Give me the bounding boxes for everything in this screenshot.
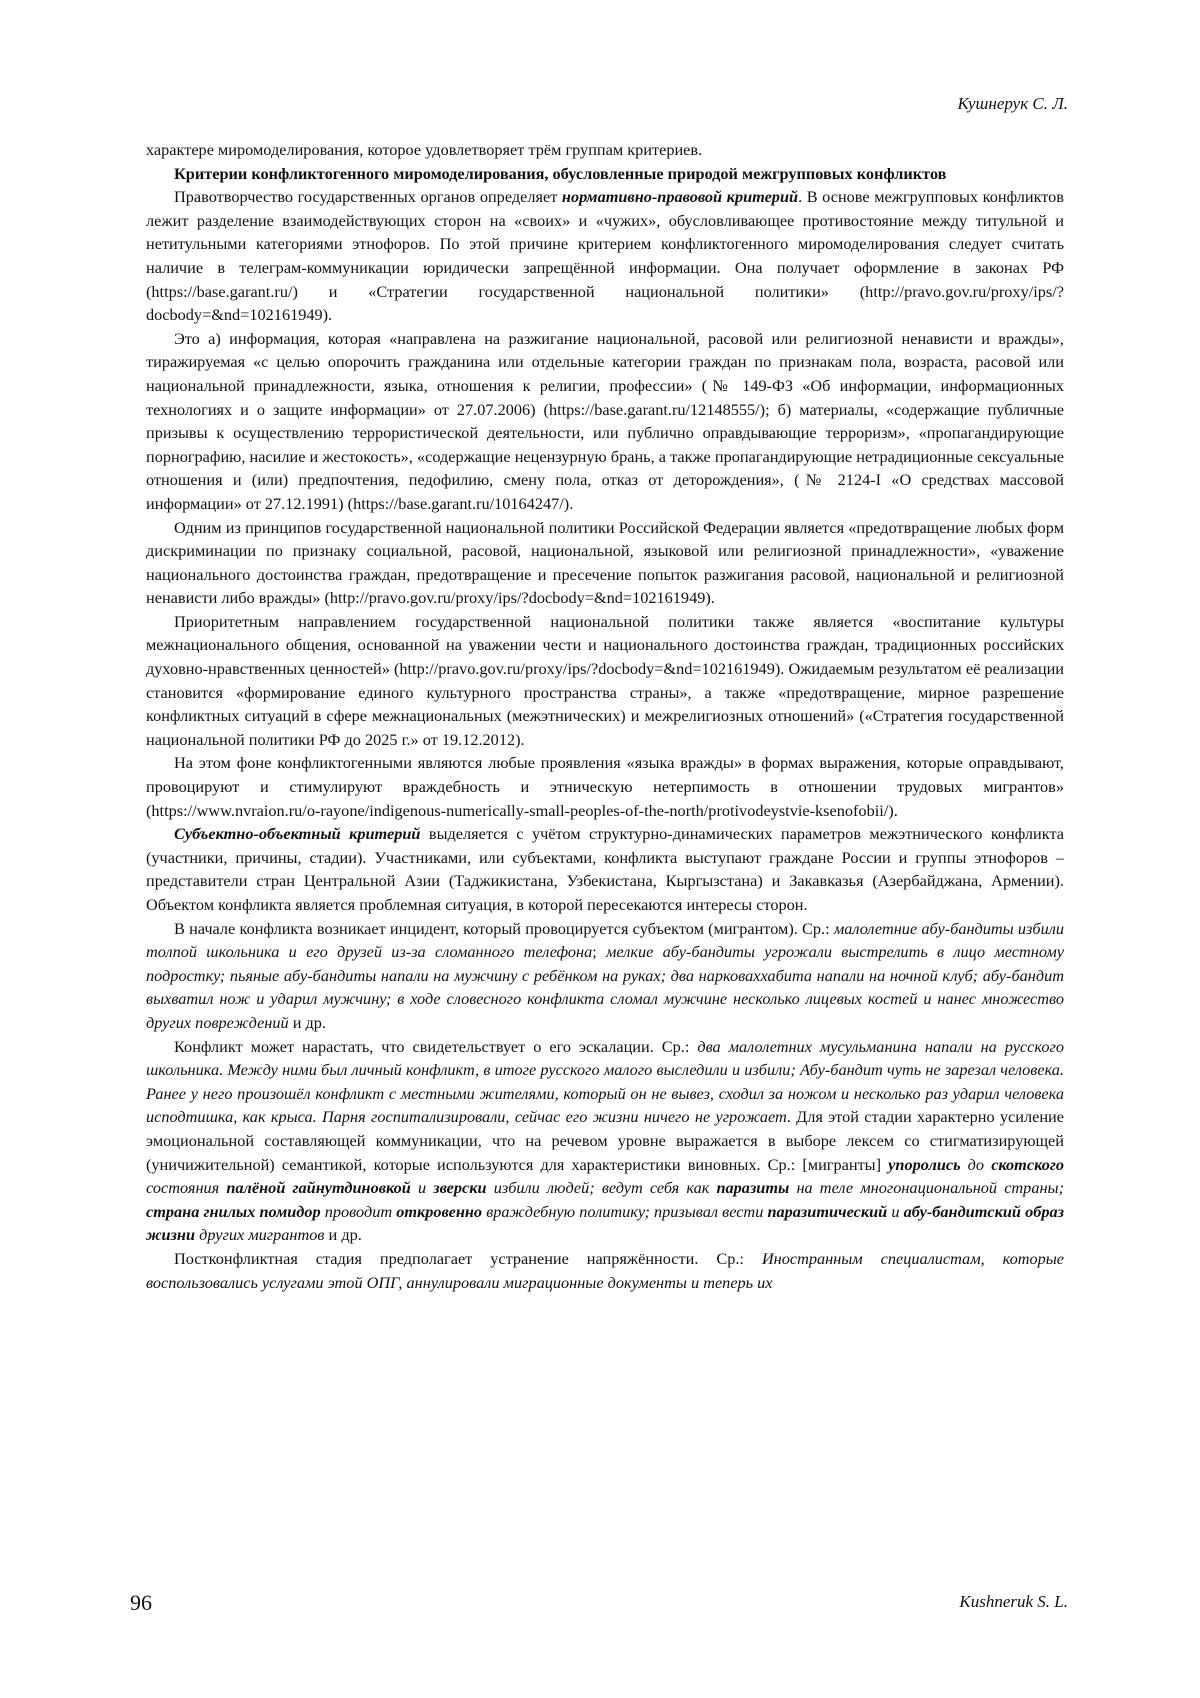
- lexeme-emphasis: откровенно: [396, 1201, 483, 1221]
- text-run: В начале конфликта возникает инцидент, который провоцируется субъектом (мигрантом). Ср.:: [174, 918, 834, 938]
- lexeme-emphasis: паразиты: [716, 1178, 790, 1198]
- example-italic: избили людей; ведут себя как: [486, 1178, 717, 1198]
- example-italic: проводит: [320, 1201, 397, 1221]
- running-head: Кушнерук С. Л.: [957, 94, 1068, 113]
- paragraph: характере миромоделирования, которое удовлетворяет трём группам критериев.: [146, 140, 703, 159]
- example-italic: и: [887, 1201, 904, 1221]
- lexeme-emphasis: паразитический: [767, 1201, 888, 1221]
- paragraph: Одним из принципов государственной национальной политики Российской Федерации является «предотвращение любых форм дискриминации по признаку социальной, расовой, национальной, языковой или религиозной принадлежности», «уважение национального достоинства граждан, предотвращение и пресечение попыток разжигания расовой, национальной и религиозной ненависти либо вражды» (http://pravo.gov.ru/proxy/ips/?docbody=&nd=102161949).: [146, 517, 1064, 608]
- example-italic: Иностранным специалистам, которые воспользовались услугами этой ОПГ, аннулировали миграционные документы и теперь их: [146, 1248, 1065, 1292]
- paragraph: [146, 1035, 1064, 1247]
- example-italic: враждебную политику; призывал вести: [482, 1201, 768, 1221]
- example-italic: состояния: [146, 1178, 227, 1198]
- example-italic: малолетние абу-бандиты избили толпой школьника и его друзей из-за сломанного телефона: [146, 918, 1064, 962]
- example-italic: до: [960, 1154, 992, 1174]
- paragraph: [146, 185, 1064, 327]
- lexeme-emphasis: зверски: [433, 1178, 487, 1198]
- paragraph: [146, 822, 1064, 916]
- text-run: . В основе межгрупповых конфликтов лежит разделение взаимодействующих сторон на «своих» и «чужих», обусловливающее противостояние между титульной и нетитульными категориями этнофоров. По этой причине критерием конфликтогенного миромоделирования следует считать наличие в телеграм-коммуникации юридически запрещённой информации. Она получает оформление в законах РФ (https://base.garant.ru/) и «Стратегии государственной национальной политики» (http://pravo.gov.ru/proxy/ips/?docbody=&nd=102161949).: [146, 187, 1064, 325]
- article-body: [146, 138, 1064, 1294]
- paragraph: [146, 917, 1064, 1035]
- text-run: Правотворчество государственных органов определяет: [174, 187, 562, 207]
- lexeme-emphasis: абу-бандитский образ жизни: [146, 1201, 1065, 1245]
- paragraph: Это а) информация, которая «направлена на разжигание национальной, расовой или религиозной ненависти и вражды», тиражируемая «с целью опорочить гражданина или отдельные категории граждан по признакам пола, возраста, расовой или национальной принадлежности, языка, отношения к религии, профессии» (№ 149-ФЗ «Об информации, информационных технологиях и о защите информации» от 27.07.2006) (https://base.garant.ru/12148555/); б) материалы, «содержащие публичные призывы к осуществлению террористической деятельности, или публично оправдывающие терроризм», «пропагандирующие порнографию, насилие и жестокость», «содержащие нецензурную брань, а также пропагандирующие нетрадиционные сексуальные отношения и (или) предпочтения, педофилию, смену пола, отказ от деторождения», (№ 2124-I «О средствах массовой информации» от 27.12.1991) (https://base.garant.ru/10164247/).: [146, 328, 1064, 513]
- footer-author: Kushneruk S. L.: [959, 1592, 1068, 1611]
- lexeme-emphasis: палёной гайнутдиновкой: [226, 1178, 411, 1198]
- example-italic: и: [410, 1178, 434, 1198]
- text-run: и др.: [288, 1012, 327, 1032]
- example-italic: других мигрантов: [195, 1225, 325, 1245]
- text-run: . Для этой стадии характерно усиление эмоциональной составляющей коммуникации, что на речевом уровне выражается в выборе лексем со стигматизирующей (уничижительной) семантикой, которые используются для характеристики виновных. Ср.: [мигранты]: [146, 1107, 1064, 1174]
- paragraph: [146, 1247, 1064, 1294]
- section-heading: Критерии конфликтогенного миромоделирования, обусловленные природой межгрупповых конфликтов: [174, 163, 947, 183]
- lexeme-emphasis: упоролись: [888, 1154, 961, 1174]
- paragraph: Приоритетным направлением государственной национальной политики также является «воспитание культуры межнационального общения, основанной на уважении чести и национального достоинства граждан, традиционных российских духовно-нравственных ценностей» (http://pravo.gov.ru/proxy/ips/?docbody=&nd=102161949). Ожидаемым результатом её реализации становится «формирование единого культурного пространства страны», а также «предотвращение, мирное разрешение конфликтных ситуаций в сфере межнациональных (межэтнических) и межрелигиозных отношений» («Стратегия государственной национальной политики РФ до 2025 г.» от 19.12.2012).: [146, 611, 1064, 749]
- term-emphasis: Субъектно-объектный критерий: [174, 824, 421, 844]
- example-italic: мелкие абу-бандиты угрожали выстрелить в лицо местному подростку; пьяные абу-бандиты напали на мужчину с ребёнком на руках; два нарковаххабита напали на ночной клуб; абу-бандит выхватил нож и ударил мужчину; в ходе словесного конфликта сломал мужчине несколько лицевых костей и нанес множество других повреждений: [146, 942, 1064, 1032]
- text-run: Конфликт может нарастать, что свидетельствует о его эскалации. Ср.:: [174, 1036, 698, 1056]
- text-run: и др.: [324, 1225, 362, 1245]
- term-emphasis: нормативно-правовой критерий: [561, 187, 799, 207]
- text-run: выделяется с учётом структурно-динамических параметров межэтнического конфликта (участники, причины, стадии). Участниками, или субъектами, конфликта выступают граждане России и группы этнофоров – представители стран Центральной Азии (Таджикистана, Узбекистана, Кыргызстана) и Закавказья (Азербайджана, Армении). Объектом конфликта является проблемная ситуация, в которой пересекаются интересы сторон.: [146, 824, 1064, 914]
- lexeme-emphasis: страна гнилых помидор: [146, 1201, 321, 1221]
- paragraph: На этом фоне конфликтогенными являются любые проявления «языка вражды» в формах выражения, которые оправдывают, провоцируют и стимулируют враждебность и этническую нетерпимость в отношении трудовых мигрантов» (https://www.nvraion.ru/o-rayone/indigenous-numerically-small-peoples-of-the-north/protivodeystvie-ksenofobii/).: [146, 753, 1064, 820]
- text-run: ;: [592, 942, 607, 962]
- text-run: Постконфликтная стадия предполагает устранение напряжённости. Ср.:: [174, 1248, 762, 1268]
- example-italic: на теле многонациональной страны;: [789, 1178, 1064, 1198]
- example-italic: два малолетних мусульманина напали на русского школьника. Между ними был личный конфликт, в итоге русского малого выследили и избили; Абу-бандит чуть не зарезал человека. Ранее у него произошёл конфликт с местными жителями, который он не вывез, сходил за ножом и несколько раз ударил человека исподтишка, как крыса. Парня госпитализировали, сейчас его жизни ничего не угрожает: [146, 1036, 1065, 1127]
- page-number: 96: [130, 1590, 152, 1615]
- lexeme-emphasis: скотского: [991, 1154, 1064, 1174]
